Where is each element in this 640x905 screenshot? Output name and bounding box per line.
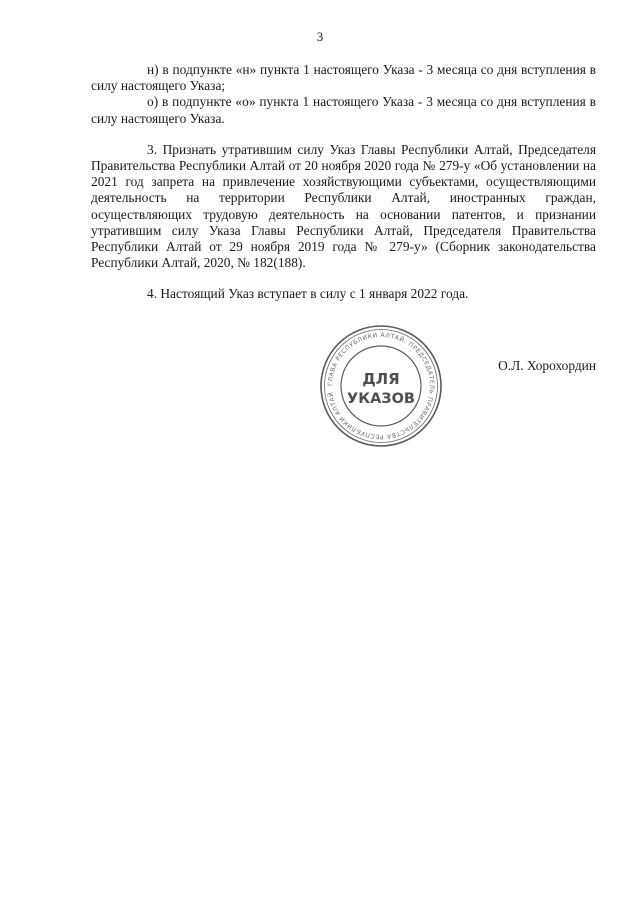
seal-text-line2: УКАЗОВ bbox=[347, 391, 415, 407]
seal-text-line1: ДЛЯ bbox=[362, 370, 400, 388]
paragraph-3: 3. Признать утратившим силу Указ Главы Республики Алтай, Председателя Правительства Республики Алтай от 20 ноября 2020 года № 279-у «Об установлении на 2021 год запрета на привлечение хозяйствующими субъектами, осуществляющими деятельность на территории Республики Алтай, иностранных граждан, осуществляющих трудовую деятельность на основании патентов, и признании утратившим силу Указа Главы Республики Алтай, Председателя Правительства Республики Алтай от 29 ноября 2019 года № 279-у» (Сборник законодательства Республики Алтай, 2020, № 182(188). bbox=[91, 141, 596, 271]
paragraph-o: о) в подпункте «о» пункта 1 настоящего Указа - 3 месяца со дня вступления в силу настоящего Указа. bbox=[91, 94, 596, 126]
seal-ring-text: ГЛАВА РЕСПУБЛИКИ АЛТАЙ, ПРЕДСЕДАТЕЛЬ ПРАВИТЕЛЬСТВА РЕСПУБЛИКИ АЛТАЙ bbox=[326, 331, 436, 441]
official-seal-stamp bbox=[318, 323, 444, 449]
paragraph-n: н) в подпункте «н» пункта 1 настоящего Указа - 3 месяца со дня вступления в силу настоящего Указа; bbox=[91, 62, 596, 94]
page-number: 3 bbox=[316, 29, 324, 44]
paragraph-4: 4. Настоящий Указ вступает в силу с 1 января 2022 года. bbox=[147, 286, 469, 302]
document-body bbox=[91, 62, 596, 303]
signatory-name: О.Л. Хорохордин bbox=[498, 358, 596, 373]
